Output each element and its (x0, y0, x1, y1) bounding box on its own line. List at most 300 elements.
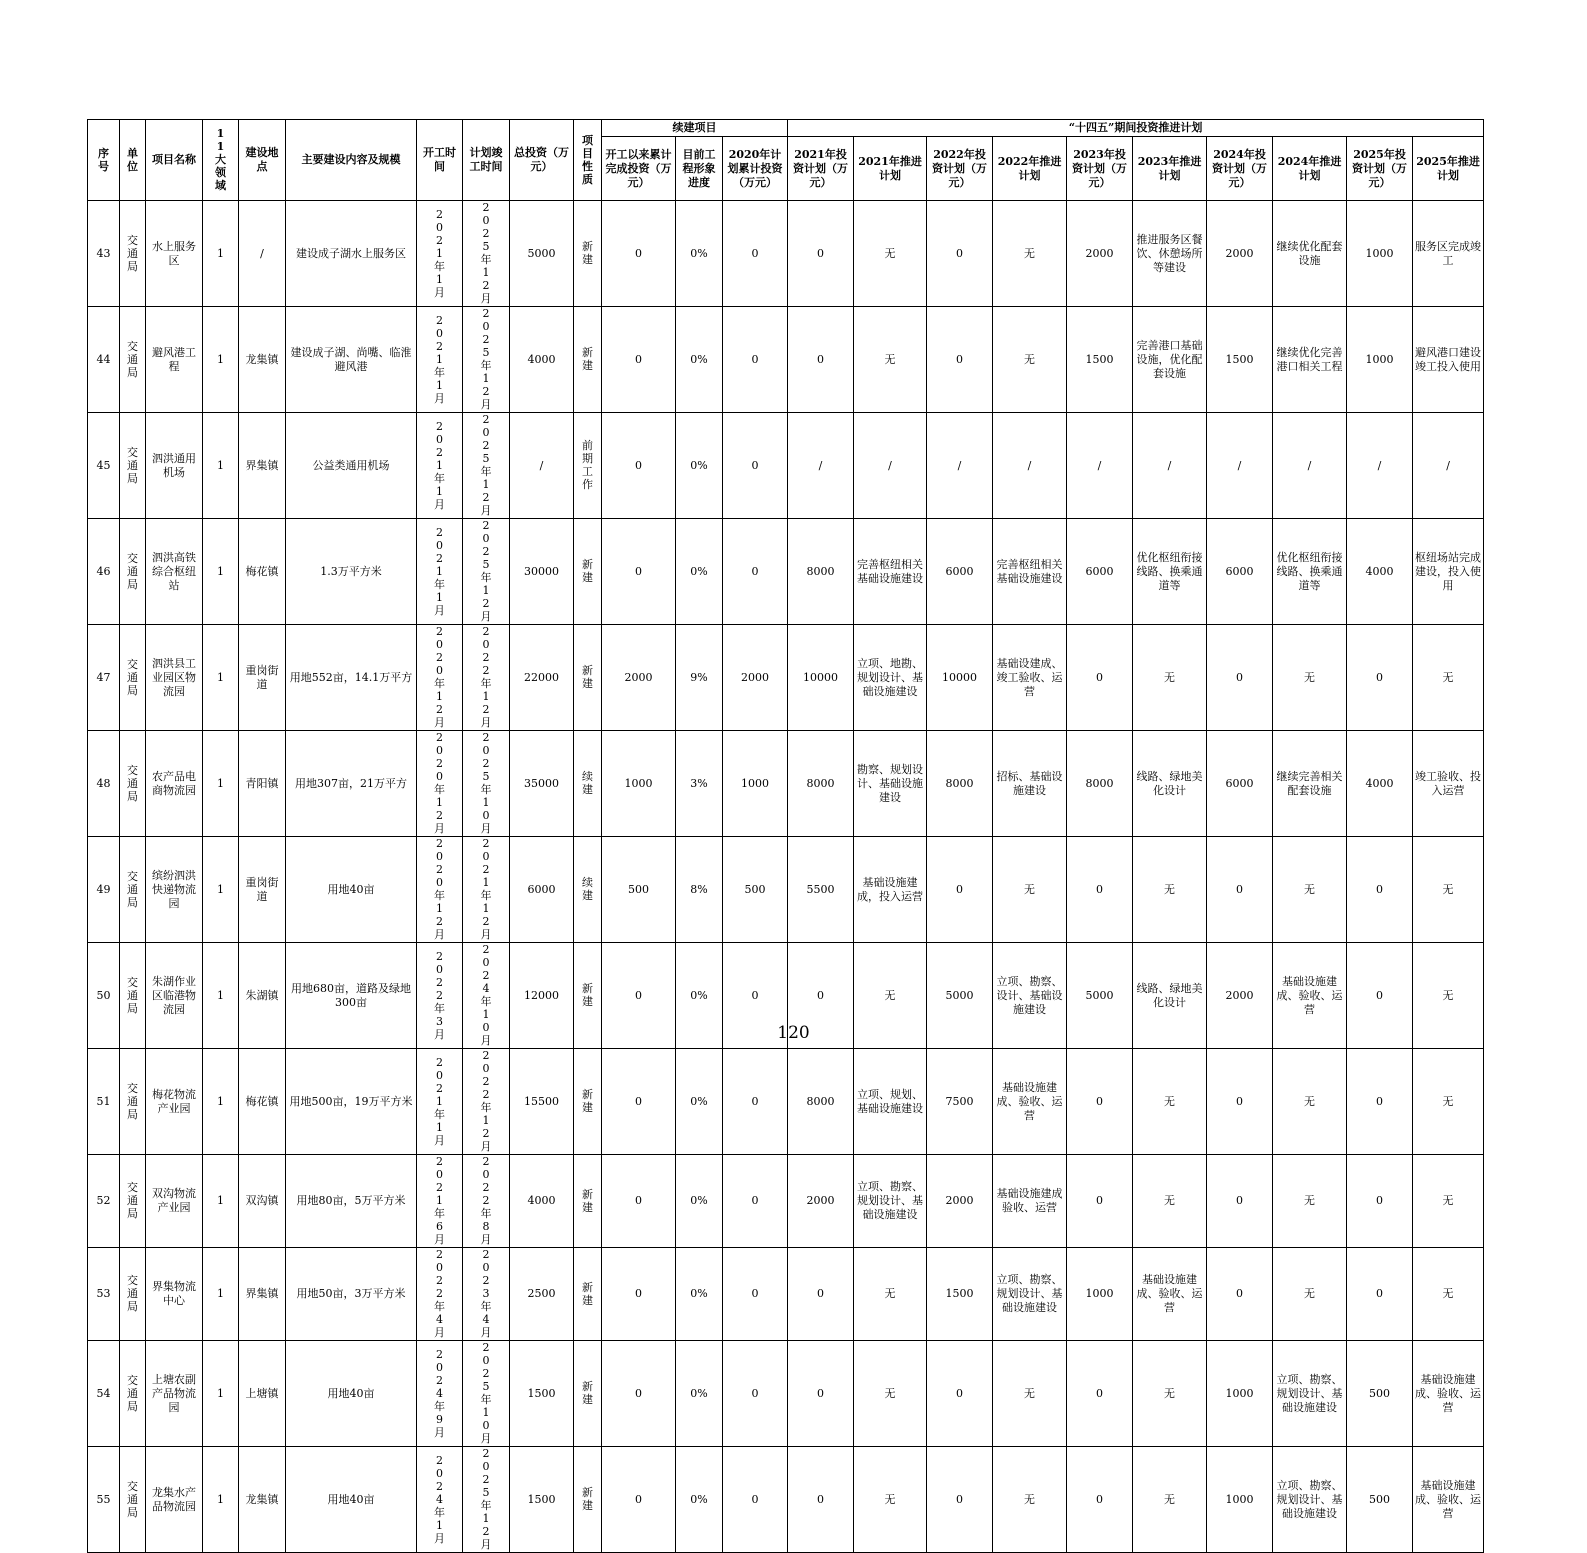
cell-seq: 52 (88, 1155, 120, 1248)
cell-inv-2023: 2000 (1067, 201, 1133, 307)
cell-plan-2022: 立项、勘察、规划设计、基础设施建设 (993, 1248, 1067, 1341)
cell-total: 6000 (510, 837, 574, 943)
cell-plan-2022: 完善枢纽相关基础设施建设 (993, 519, 1067, 625)
header-start: 开工时间 (417, 120, 463, 201)
cell-inv-2021: 0 (788, 201, 854, 307)
header-field: 11大领域 (203, 120, 239, 201)
cell-plan-2022: 无 (993, 201, 1067, 307)
cell-text: 2020年12月 (434, 731, 445, 835)
cell-text: 新建 (582, 346, 593, 372)
cell-location: 界集镇 (239, 1248, 286, 1341)
cell-finish (463, 519, 510, 625)
cell-field: 1 (203, 307, 239, 413)
cell-text: 新建 (582, 1280, 593, 1307)
cell-cont-progress: 0% (676, 201, 723, 307)
cell-plan-2024: 立项、勘察、规划设计、基础设施建设 (1273, 1341, 1347, 1447)
cell-unit (120, 519, 146, 625)
cell-unit (120, 1248, 146, 1341)
cell-seq: 48 (88, 731, 120, 837)
cell-name: 缤纷泗洪快递物流园 (146, 837, 203, 943)
cell-text: 2025年10月 (480, 731, 492, 835)
cell-field: 1 (203, 1248, 239, 1341)
cell-plan-2021: 立项、地勘、规划设计、基础设施建设 (854, 625, 927, 731)
cell-nature (574, 731, 602, 837)
cell-plan-2024: 立项、勘察、规划设计、基础设施建设 (1273, 1447, 1347, 1553)
cell-inv-2022: / (927, 413, 993, 519)
cell-inv-2022: 6000 (927, 519, 993, 625)
cell-text: 交通局 (127, 869, 138, 909)
cell-plan-2022: 基础设施建成、验收、运营 (993, 1049, 1067, 1155)
cell-text: 新建 (582, 240, 593, 266)
cell-text: 交通局 (127, 445, 138, 485)
cell-nature (574, 837, 602, 943)
cell-inv-2022: 1500 (927, 1248, 993, 1341)
cell-text: 2023年4月 (480, 1248, 492, 1339)
cell-field: 1 (203, 943, 239, 1049)
cell-inv-2021: 2000 (788, 1155, 854, 1248)
cell-finish (463, 837, 510, 943)
table-row (88, 1341, 1484, 1447)
cell-seq: 53 (88, 1248, 120, 1341)
cell-inv-2021: 5500 (788, 837, 854, 943)
cell-unit (120, 731, 146, 837)
cell-text: 交通局 (127, 551, 138, 591)
cell-cont-2020: 0 (723, 413, 788, 519)
cell-content: 用地680亩，道路及绿地300亩 (286, 943, 417, 1049)
cell-cont-invested: 0 (602, 201, 676, 307)
cell-plan-2025: 竣工验收、投入运营 (1413, 731, 1484, 837)
cell-start (417, 519, 463, 625)
cell-inv-2021: 10000 (788, 625, 854, 731)
cell-cont-2020: 0 (723, 1248, 788, 1341)
cell-cont-invested: 0 (602, 413, 676, 519)
cell-inv-2025: 0 (1347, 1155, 1413, 1248)
cell-plan-2023: 优化枢纽衔接线路、换乘通道等 (1133, 519, 1207, 625)
table-row (88, 837, 1484, 943)
cell-cont-progress: 9% (676, 625, 723, 731)
cell-text: 2021年1月 (434, 1055, 445, 1147)
cell-text: 交通局 (127, 1081, 138, 1121)
cell-content: 用地307亩，21万平方 (286, 731, 417, 837)
cell-name: 双沟物流产业园 (146, 1155, 203, 1248)
cell-cont-2020: 0 (723, 201, 788, 307)
cell-plan-2024: 无 (1273, 1155, 1347, 1248)
cell-total: 12000 (510, 943, 574, 1049)
cell-location: 双沟镇 (239, 1155, 286, 1248)
cell-inv-2024: 1000 (1207, 1447, 1273, 1553)
cell-text: 2020年12月 (434, 625, 445, 729)
cell-inv-2023: 0 (1067, 1447, 1133, 1553)
table-row (88, 1447, 1484, 1553)
cell-text: 新建 (582, 1187, 593, 1214)
cell-seq: 44 (88, 307, 120, 413)
table-row (88, 519, 1484, 625)
cell-plan-2025: 服务区完成竣工 (1413, 201, 1484, 307)
cell-text: 新建 (582, 1088, 593, 1114)
cell-text: 交通局 (127, 1274, 138, 1313)
cell-cont-progress: 0% (676, 1341, 723, 1447)
cell-plan-2025: / (1413, 413, 1484, 519)
cell-text: 2022年3月 (434, 949, 445, 1041)
cell-location: 界集镇 (239, 413, 286, 519)
cell-cont-invested: 0 (602, 1447, 676, 1553)
cell-inv-2022: 0 (927, 837, 993, 943)
cell-seq: 54 (88, 1341, 120, 1447)
cell-total: 1500 (510, 1447, 574, 1553)
cell-text: 续建 (582, 876, 593, 902)
cell-inv-2022: 8000 (927, 731, 993, 837)
cell-unit (120, 1049, 146, 1155)
cell-name: 泗洪高铁综合枢纽站 (146, 519, 203, 625)
cell-plan-2023: / (1133, 413, 1207, 519)
cell-start (417, 731, 463, 837)
cell-text: 2021年6月 (434, 1155, 445, 1246)
cell-plan-2024: 继续优化配套设施 (1273, 201, 1347, 307)
cell-seq: 51 (88, 1049, 120, 1155)
cell-name: 龙集水产品物流园 (146, 1447, 203, 1553)
cell-field: 1 (203, 201, 239, 307)
cell-name: 水上服务区 (146, 201, 203, 307)
cell-inv-2021: 8000 (788, 1049, 854, 1155)
header-plan-2021: 2021年推进计划 (854, 137, 927, 201)
cell-total: 4000 (510, 1155, 574, 1248)
cell-finish (463, 1049, 510, 1155)
cell-inv-2024: 1000 (1207, 1341, 1273, 1447)
header-total: 总投资（万元） (510, 120, 574, 201)
investment-plan-table (87, 119, 1484, 1553)
header-name: 项目名称 (146, 120, 203, 201)
cell-inv-2023: 0 (1067, 1155, 1133, 1248)
cell-finish (463, 413, 510, 519)
cell-text: 2024年10月 (480, 943, 492, 1047)
cell-plan-2023: 推进服务区餐饮、休憩场所等建设 (1133, 201, 1207, 307)
cell-text: 2025年12月 (480, 413, 492, 517)
cell-text: 交通局 (127, 1181, 138, 1220)
cell-plan-2021: 无 (854, 1447, 927, 1553)
cell-inv-2025: 4000 (1347, 519, 1413, 625)
cell-inv-2024: 2000 (1207, 943, 1273, 1049)
cell-field: 1 (203, 519, 239, 625)
cell-finish (463, 1248, 510, 1341)
cell-text: 交通局 (127, 233, 138, 273)
cell-finish (463, 1155, 510, 1248)
cell-cont-invested: 0 (602, 1155, 676, 1248)
header-inv-2024: 2024年投资计划（万元） (1207, 137, 1273, 201)
cell-plan-2021: 无 (854, 943, 927, 1049)
cell-plan-2022: 基础设施建成验收、运营 (993, 1155, 1067, 1248)
cell-text: 交通局 (127, 975, 138, 1015)
cell-inv-2021: 8000 (788, 519, 854, 625)
cell-inv-2024: 6000 (1207, 731, 1273, 837)
cell-plan-2025: 避风港口建设竣工投入使用 (1413, 307, 1484, 413)
cell-text: 2025年12月 (480, 201, 492, 305)
cell-start (417, 625, 463, 731)
table-row (88, 625, 1484, 731)
cell-inv-2025: 0 (1347, 625, 1413, 731)
cell-total: 15500 (510, 1049, 574, 1155)
cell-name: 界集物流中心 (146, 1248, 203, 1341)
cell-inv-2024: 0 (1207, 1248, 1273, 1341)
cell-field: 1 (203, 837, 239, 943)
table-body (88, 201, 1484, 1553)
cell-content: 用地40亩 (286, 1341, 417, 1447)
cell-plan-2023: 无 (1133, 1447, 1207, 1553)
cell-inv-2025: 500 (1347, 1341, 1413, 1447)
cell-plan-2025: 基础设施建成、验收、运营 (1413, 1447, 1484, 1553)
cell-text: 新建 (582, 558, 593, 584)
cell-inv-2025: / (1347, 413, 1413, 519)
header-plan-2022: 2022年推进计划 (993, 137, 1067, 201)
cell-plan-2025: 无 (1413, 1049, 1484, 1155)
cell-plan-2021: 无 (854, 1248, 927, 1341)
cell-inv-2022: 10000 (927, 625, 993, 731)
cell-inv-2024: 0 (1207, 1155, 1273, 1248)
cell-text: 交通局 (127, 763, 138, 803)
cell-plan-2023: 无 (1133, 1155, 1207, 1248)
cell-text: 2024年1月 (434, 1453, 445, 1545)
cell-plan-2024: 无 (1273, 1049, 1347, 1155)
header-plan-2024: 2024年推进计划 (1273, 137, 1347, 201)
cell-inv-2025: 4000 (1347, 731, 1413, 837)
cell-inv-2022: 0 (927, 1447, 993, 1553)
cell-location: 龙集镇 (239, 1447, 286, 1553)
cell-plan-2023: 无 (1133, 1341, 1207, 1447)
cell-inv-2024: 2000 (1207, 201, 1273, 307)
cell-field: 1 (203, 1447, 239, 1553)
cell-unit (120, 1155, 146, 1248)
cell-cont-2020: 0 (723, 1049, 788, 1155)
cell-plan-2021: 完善枢纽相关基础设施建设 (854, 519, 927, 625)
cell-inv-2025: 0 (1347, 1248, 1413, 1341)
cell-inv-2023: 5000 (1067, 943, 1133, 1049)
cell-text: 2025年12月 (480, 1447, 492, 1551)
cell-text: 2021年1月 (434, 207, 445, 299)
cell-finish (463, 625, 510, 731)
cell-plan-2021: 无 (854, 201, 927, 307)
cell-cont-2020: 0 (723, 1447, 788, 1553)
cell-field: 1 (203, 625, 239, 731)
cell-text: 交通局 (127, 657, 138, 697)
cell-cont-invested: 2000 (602, 625, 676, 731)
cell-content: 用地552亩，14.1万平方 (286, 625, 417, 731)
cell-field: 1 (203, 1341, 239, 1447)
header-location: 建设地点 (239, 120, 286, 201)
cell-plan-2024: 无 (1273, 837, 1347, 943)
cell-plan-2025: 枢纽场站完成建设，投入使用 (1413, 519, 1484, 625)
cell-plan-2025: 无 (1413, 625, 1484, 731)
cell-inv-2024: / (1207, 413, 1273, 519)
cell-nature (574, 1155, 602, 1248)
cell-location: 梅花镇 (239, 1049, 286, 1155)
cell-name: 泗洪县工业园区物流园 (146, 625, 203, 731)
cell-seq: 45 (88, 413, 120, 519)
cell-text: 新建 (582, 1486, 593, 1512)
header-inv-2021: 2021年投资计划（万元） (788, 137, 854, 201)
cell-inv-2021: 0 (788, 1248, 854, 1341)
cell-seq: 46 (88, 519, 120, 625)
header-inv-2025: 2025年投资计划（万元） (1347, 137, 1413, 201)
cell-inv-2023: 0 (1067, 625, 1133, 731)
cell-inv-2023: 8000 (1067, 731, 1133, 837)
cell-content: 用地500亩，19万平方米 (286, 1049, 417, 1155)
cell-inv-2024: 0 (1207, 625, 1273, 731)
header-seq: 序号 (88, 120, 120, 201)
cell-inv-2021: 0 (788, 1341, 854, 1447)
cell-plan-2022: 无 (993, 1341, 1067, 1447)
cell-cont-2020: 0 (723, 519, 788, 625)
cell-start (417, 307, 463, 413)
cell-text: 2024年9月 (434, 1347, 445, 1439)
header-plan-2023: 2023年推进计划 (1133, 137, 1207, 201)
cell-start (417, 1341, 463, 1447)
cell-field: 1 (203, 413, 239, 519)
cell-start (417, 201, 463, 307)
cell-cont-progress: 0% (676, 1248, 723, 1341)
cell-nature (574, 307, 602, 413)
cell-nature (574, 201, 602, 307)
cell-plan-2024: / (1273, 413, 1347, 519)
cell-finish (463, 1447, 510, 1553)
cell-seq: 55 (88, 1447, 120, 1553)
cell-inv-2023: 0 (1067, 1341, 1133, 1447)
cell-inv-2024: 6000 (1207, 519, 1273, 625)
cell-content: 1.3万平方米 (286, 519, 417, 625)
cell-plan-2022: 无 (993, 1447, 1067, 1553)
cell-total: 30000 (510, 519, 574, 625)
cell-content: 用地40亩 (286, 837, 417, 943)
cell-plan-2023: 无 (1133, 837, 1207, 943)
cell-name: 避风港工程 (146, 307, 203, 413)
cell-plan-2025: 无 (1413, 1248, 1484, 1341)
cell-start (417, 837, 463, 943)
cell-text: 2021年12月 (480, 837, 492, 941)
header-cont-2020: 2020年计划累计投资（万元） (723, 137, 788, 201)
cell-text: 交通局 (127, 1373, 138, 1413)
cell-plan-2021: 立项、规划、基础设施建设 (854, 1049, 927, 1155)
cell-field: 1 (203, 1155, 239, 1248)
cell-text: 新建 (582, 982, 593, 1008)
cell-inv-2025: 0 (1347, 943, 1413, 1049)
cell-cont-2020: 0 (723, 307, 788, 413)
cell-inv-2024: 0 (1207, 837, 1273, 943)
cell-name: 泗洪通用机场 (146, 413, 203, 519)
cell-unit (120, 837, 146, 943)
cell-inv-2025: 0 (1347, 1049, 1413, 1155)
cell-seq: 47 (88, 625, 120, 731)
header-group-continuing: 续建项目 (602, 120, 788, 137)
cell-field: 1 (203, 1049, 239, 1155)
cell-cont-invested: 0 (602, 307, 676, 413)
cell-cont-2020: 0 (723, 1341, 788, 1447)
cell-text: 续建 (582, 770, 593, 796)
cell-plan-2022: 无 (993, 307, 1067, 413)
header-unit: 单位 (120, 120, 146, 201)
cell-nature (574, 1341, 602, 1447)
cell-unit (120, 1341, 146, 1447)
cell-inv-2021: 0 (788, 943, 854, 1049)
cell-inv-2023: / (1067, 413, 1133, 519)
cell-nature (574, 519, 602, 625)
cell-start (417, 1248, 463, 1341)
cell-cont-2020: 0 (723, 943, 788, 1049)
table-row (88, 201, 1484, 307)
cell-field: 1 (203, 731, 239, 837)
cell-cont-invested: 0 (602, 1248, 676, 1341)
cell-plan-2021: / (854, 413, 927, 519)
page-number: 120 (777, 1023, 810, 1043)
table-row (88, 731, 1484, 837)
cell-content: 用地50亩，3万平方米 (286, 1248, 417, 1341)
cell-cont-invested: 0 (602, 519, 676, 625)
cell-total: 1500 (510, 1341, 574, 1447)
cell-total: 35000 (510, 731, 574, 837)
cell-plan-2025: 无 (1413, 837, 1484, 943)
cell-inv-2025: 500 (1347, 1447, 1413, 1553)
table-row (88, 1248, 1484, 1341)
cell-cont-invested: 0 (602, 1341, 676, 1447)
cell-cont-progress: 0% (676, 519, 723, 625)
cell-name: 梅花物流产业园 (146, 1049, 203, 1155)
cell-plan-2022: / (993, 413, 1067, 519)
cell-finish (463, 201, 510, 307)
cell-nature (574, 625, 602, 731)
cell-plan-2021: 无 (854, 307, 927, 413)
cell-inv-2022: 0 (927, 307, 993, 413)
cell-unit (120, 201, 146, 307)
cell-text: 交通局 (127, 339, 138, 379)
cell-finish (463, 731, 510, 837)
cell-text: 2022年12月 (480, 1049, 492, 1153)
header-group-plan: “十四五”期间投资推进计划 (788, 120, 1484, 137)
cell-inv-2022: 0 (927, 1341, 993, 1447)
header-cont-progress: 目前工程形象进度 (676, 137, 723, 201)
cell-content: 用地80亩，5万平方米 (286, 1155, 417, 1248)
header-nature: 项目性质 (574, 120, 602, 201)
cell-inv-2023: 1000 (1067, 1248, 1133, 1341)
cell-cont-2020: 500 (723, 837, 788, 943)
cell-plan-2021: 勘察、规划设计、基础设施建设 (854, 731, 927, 837)
cell-unit (120, 307, 146, 413)
cell-name: 农产品电商物流园 (146, 731, 203, 837)
cell-plan-2022: 基础设建成、竣工验收、运营 (993, 625, 1067, 731)
cell-plan-2024: 基础设施建成、验收、运营 (1273, 943, 1347, 1049)
cell-text: 2025年12月 (480, 307, 492, 411)
cell-nature (574, 413, 602, 519)
cell-inv-2021: 8000 (788, 731, 854, 837)
cell-content: 公益类通用机场 (286, 413, 417, 519)
cell-plan-2021: 立项、勘察、规划设计、基础设施建设 (854, 1155, 927, 1248)
cell-finish (463, 307, 510, 413)
cell-inv-2023: 1500 (1067, 307, 1133, 413)
cell-plan-2024: 无 (1273, 625, 1347, 731)
cell-cont-2020: 2000 (723, 625, 788, 731)
cell-location: 重岗街道 (239, 837, 286, 943)
cell-plan-2025: 无 (1413, 1155, 1484, 1248)
cell-content: 用地40亩 (286, 1447, 417, 1553)
cell-inv-2023: 0 (1067, 837, 1133, 943)
cell-inv-2021: 0 (788, 307, 854, 413)
cell-name: 上塘农副产品物流园 (146, 1341, 203, 1447)
cell-nature (574, 1248, 602, 1341)
cell-cont-invested: 500 (602, 837, 676, 943)
cell-cont-progress: 0% (676, 1049, 723, 1155)
cell-start (417, 1447, 463, 1553)
header-cont-invested: 开工以来累计完成投资（万元） (602, 137, 676, 201)
cell-cont-invested: 0 (602, 943, 676, 1049)
cell-text: 交通局 (127, 1479, 138, 1519)
table-row (88, 1049, 1484, 1155)
cell-cont-progress: 3% (676, 731, 723, 837)
